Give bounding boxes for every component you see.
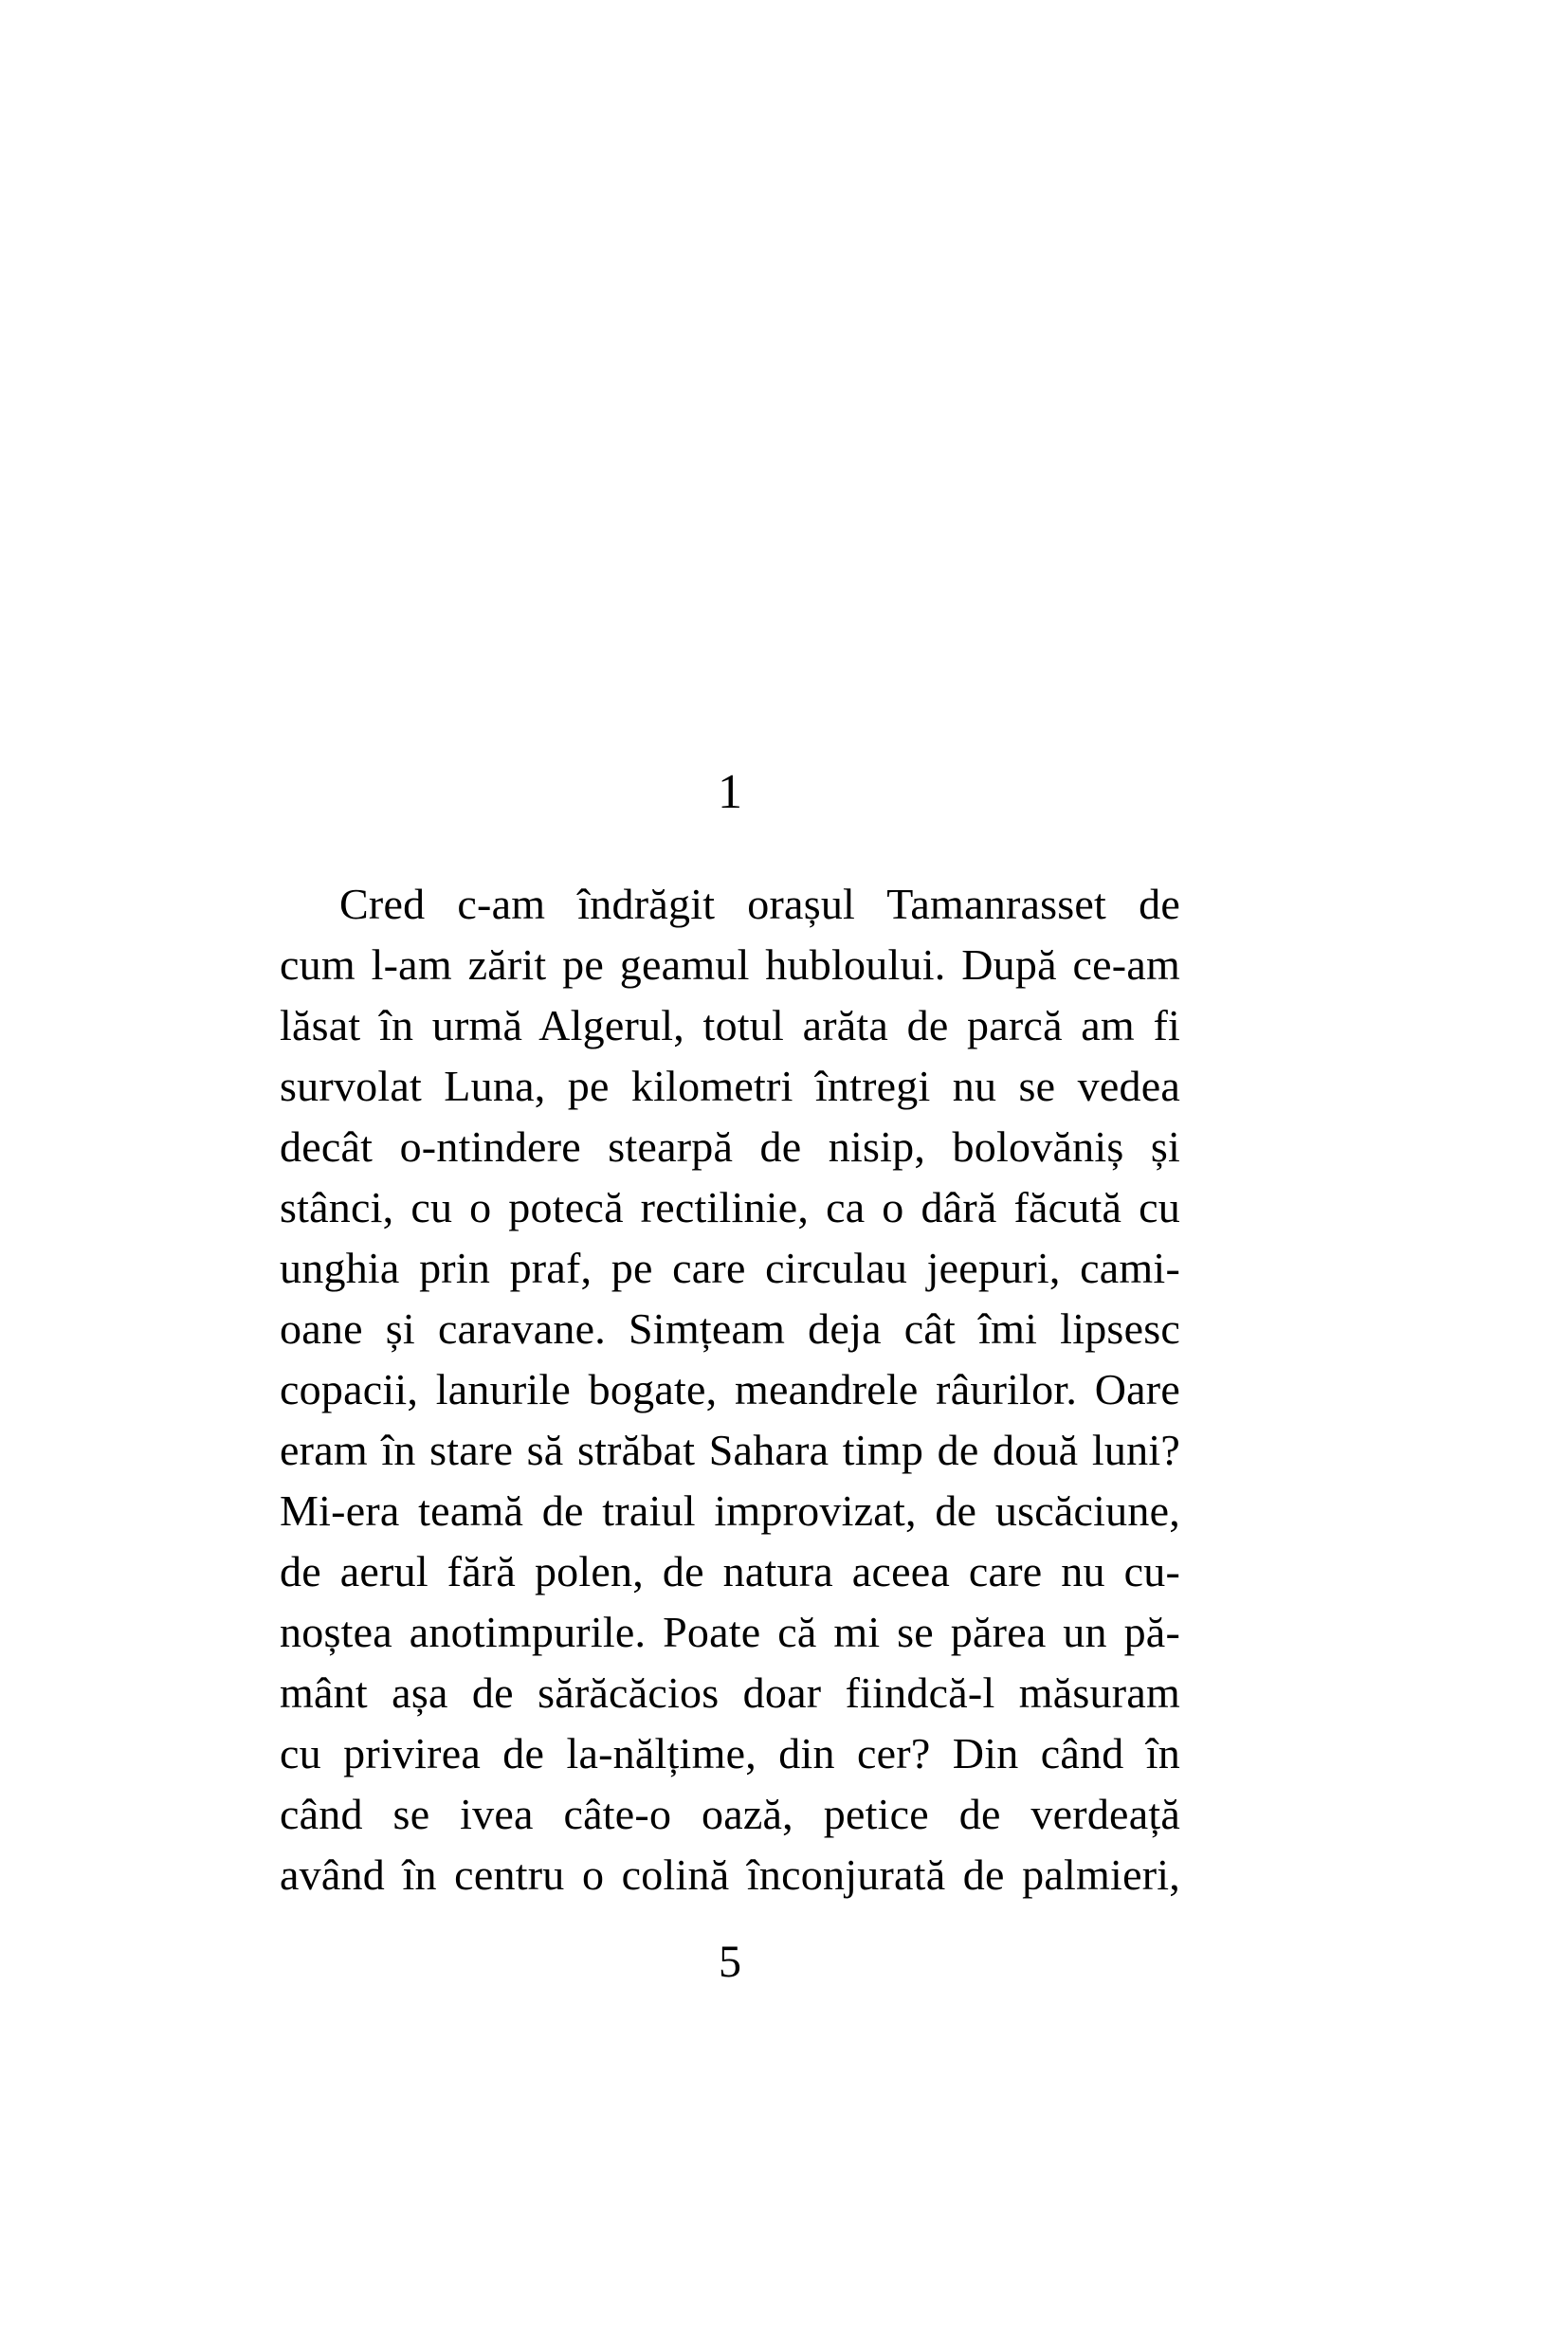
- page-number: 5: [719, 1937, 741, 1987]
- text-line: mânt așa de sărăcăcios doar fiindcă-l măsuram: [280, 1668, 1180, 1717]
- chapter-number: 1: [718, 765, 742, 819]
- text-line: survolat Luna, pe kilometri întregi nu se vedea: [280, 1062, 1180, 1110]
- text-line: când se ivea câte-o oază, petice de verdeață: [280, 1790, 1180, 1838]
- text-line: stânci, cu o potecă rectilinie, ca o dâră făcută cu: [280, 1183, 1180, 1231]
- text-line: Mi-era teamă de traiul improvizat, de uscăciune,: [280, 1486, 1180, 1535]
- text-line: de aerul fără polen, de natura aceea care nu cu-: [280, 1547, 1180, 1595]
- text-line: decât o-ntindere stearpă de nisip, bolovăniș și: [280, 1122, 1180, 1171]
- text-line: oane și caravane. Simțeam deja cât îmi lipsesc: [280, 1304, 1180, 1353]
- text-line: eram în stare să străbat Sahara timp de două luni?: [280, 1426, 1180, 1474]
- text-line: copacii, lanurile bogate, meandrele râurilor. Oare: [280, 1365, 1180, 1413]
- paragraph: [280, 874, 1180, 1905]
- text-line: cu privirea de la-nălțime, din cer? Din când în: [280, 1729, 1180, 1777]
- text-line: unghia prin praf, pe care circulau jeepuri, cami-: [280, 1244, 1180, 1292]
- text-line: Cred c-am îndrăgit orașul Tamanrasset de: [339, 880, 1180, 928]
- text-line: lăsat în urmă Algerul, totul arăta de parcă am fi: [280, 1001, 1180, 1049]
- text-line: având în centru o colină înconjurată de palmieri,: [280, 1850, 1180, 1899]
- text-line: noștea anotimpurile. Poate că mi se părea un pă-: [280, 1608, 1180, 1656]
- text-line: cum l-am zărit pe geamul hubloului. După ce-am: [280, 940, 1180, 989]
